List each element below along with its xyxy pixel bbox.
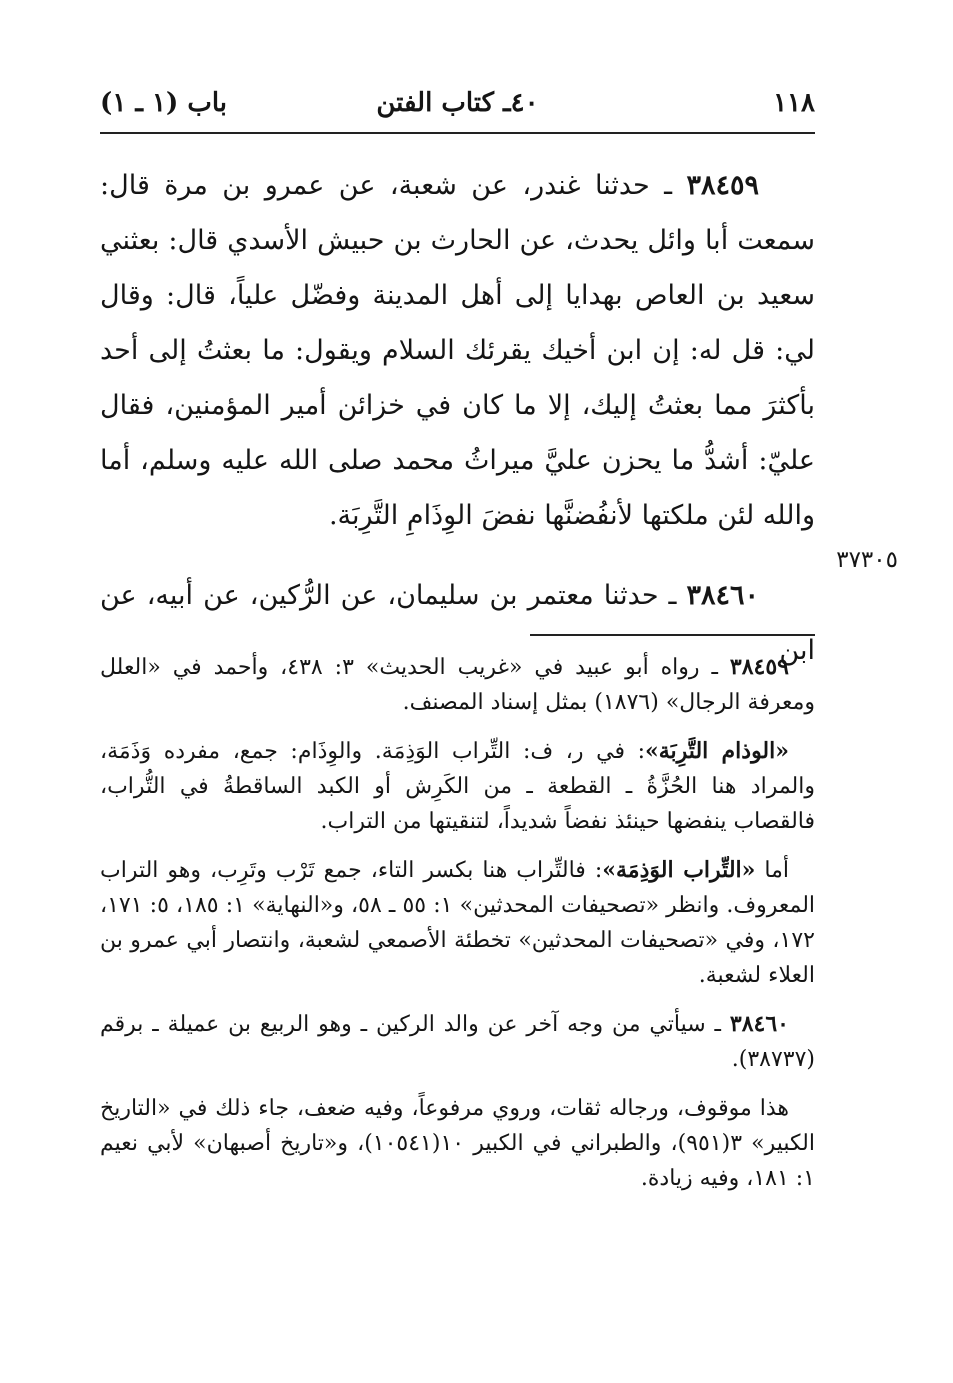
hadith-paragraph bbox=[100, 158, 815, 543]
footnote-text: ـ رواه أبو عبيد في «غريب الحديث» ٣: ٤٣٨، وأحمد في «العلل ومعرفة الرجال» (١٨٧٦) بمثل إسناد المصنف. bbox=[100, 655, 815, 715]
hadith-number: ٣٨٤٦٠ bbox=[686, 580, 759, 611]
footnote-text: ـ سيأتي من وجه آخر عن والد الركين ـ وهو الربيع بن عميلة ـ برقم (٣٨٧٣٧). bbox=[100, 1012, 815, 1072]
margin-number: ٣٧٣٠٥ bbox=[836, 547, 898, 573]
book-title: ٤٠ـ كتاب الفتن bbox=[376, 88, 539, 118]
footnote bbox=[100, 650, 815, 720]
footnote bbox=[100, 853, 815, 993]
footnotes bbox=[100, 650, 815, 1210]
footnote-term: «التِّراب الوَذِمَة» bbox=[602, 857, 756, 883]
page-number: ١١٨ bbox=[773, 88, 815, 118]
footnote-text: : فالتِّراب هنا بكسر التاء، جمع تَرْب وتَرِب، وهو التراب المعروف. وانظر «تصحيفات المحدثين» ١: ٥٥ ـ ٥٨، و«النهاية» ١: ١٨٥، ٥: ١٧١، ١٧٢، وفي «تصحيفات المحدثين» تخطئة الأصمعي لشعبة، وانتصار أبي عمرو بن العلاء لشعبة. bbox=[100, 858, 816, 988]
footnote bbox=[100, 734, 815, 839]
hadith-text: ـ حدثنا معتمر بن سليمان، عن الرُّكين، عن أبيه، عن ابن bbox=[100, 580, 815, 666]
footnote bbox=[100, 1007, 815, 1077]
hadith-text: ـ حدثنا غندر، عن شعبة، عن عمرو بن مرة قال: سمعت أبا وائل يحدث، عن الحارث بن حبيش الأسدي قال: بعثني سعيد بن العاص بهدايا إلى أهل المدينة وفضّل علياً، قال: وقال لي: قل له: إن ابن أخيك يقرئك السلام ويقول: ما بعثتُ إلى أحد بأكثرَ مما بعثتُ إليك، إلا ما كان في خزائن أمير المؤمنين، فقال عليّ: أشدُّ ما يحزن عليَّ ميراثُ محمد صلى الله عليه وسلم، أما والله لئن ملكتها لأنفُضنَّها نفضَ الوِذَامِ التَّرِبَة. bbox=[100, 170, 815, 531]
footnote-divider bbox=[530, 634, 815, 636]
footnote bbox=[100, 1091, 815, 1196]
footnote-text: : في ر، ف: التِّراب الوَذِمَة. والوِذَام: جمع، مفرده وَذَمَة، والمراد هنا الحُزَّةُ ـ القطعة ـ من الكَرِش أو الكبد الساقطةُ في التُّراب، فالقصاب ينفضها حينئذ نفضاً شديداً، لتنقيتها من التراب. bbox=[100, 739, 815, 834]
footnote-term: «الوذام التَّرِبَة» bbox=[645, 738, 789, 764]
page-header bbox=[100, 82, 815, 126]
footnote-number: ٣٨٤٥٩ bbox=[729, 654, 789, 680]
main-text bbox=[100, 158, 815, 678]
chapter-label: باب (١ ـ ١) bbox=[100, 88, 227, 118]
footnote-text: هذا موقوف، ورجاله ثقات، وروي مرفوعاً، وفيه ضعف، جاء ذلك في «التاريخ الكبير» ٣(٩٥١)، والطبراني في الكبير ١٠(١٠٥٤١)، و«تاريخ أصبهان» لأبي نعيم ١: ١٨١، وفيه زيادة. bbox=[100, 1096, 815, 1191]
header-divider bbox=[100, 132, 815, 134]
hadith-number: ٣٨٤٥٩ bbox=[686, 170, 759, 201]
footnote-lead: أما bbox=[755, 858, 789, 883]
footnote-number: ٣٨٤٦٠ bbox=[729, 1011, 789, 1037]
